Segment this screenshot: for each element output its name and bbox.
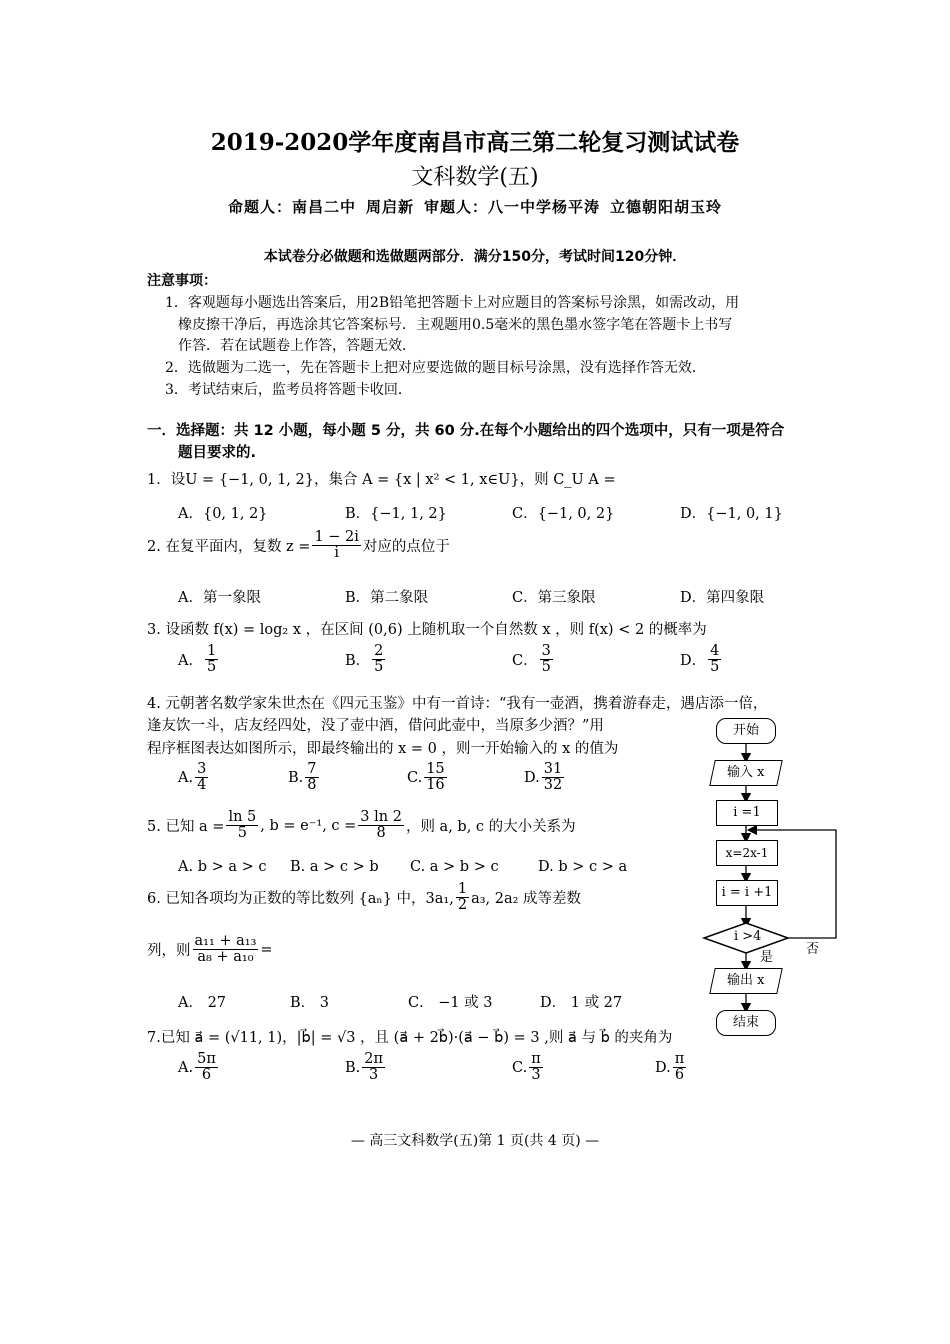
option-letter: B.	[288, 769, 304, 786]
notice-line: 2．选做题为二选一，先在答题卡上把对应要选做的题目标号涂黑，没有选择作答无效．	[165, 360, 706, 376]
frac-den: a₈ + a₁₀	[197, 949, 254, 966]
q6-stem	[147, 882, 581, 913]
frac-num: ln 5	[228, 809, 257, 825]
frac-num: 7	[307, 761, 317, 777]
option-letter: D．	[680, 653, 707, 670]
q7-stem: 7.已知 a⃗ = (√11, 1)，|b⃗| = √3 ，且 (a⃗ + 2b⃗)·(a⃗ − b⃗) = 3 ,则 a⃗ 与 b⃗ 的夹角为	[147, 1030, 673, 1046]
q5-option-b: B. a > c > b	[290, 859, 379, 875]
frac-num: 3 ln 2	[360, 809, 402, 825]
q5-option-d: D. b > c > a	[538, 859, 628, 875]
frac-num: 2π	[364, 1051, 384, 1067]
q7-option-b	[345, 1052, 387, 1083]
exam-subtitle: 文科数学(五)	[411, 165, 539, 190]
q6-option-a: A． 27	[178, 995, 227, 1011]
frac-den: 2	[457, 897, 468, 914]
frac-den: 4	[197, 777, 207, 794]
frac-den: 5	[237, 825, 247, 842]
q6-pre: 6. 已知各项均为正数的等比数列 {aₙ} 中，3a₁,	[147, 891, 454, 908]
flow-condition: i >4	[734, 929, 762, 944]
q1-option-b: B．{−1, 1, 2}	[345, 506, 447, 522]
section-heading: 一．选择题：共 12 小题，每小题 5 分，共 60 分.在每个小题给出的四个选项中，只有一项是符合	[147, 423, 785, 439]
q2-num: 1 − 2i	[314, 529, 359, 545]
frac-num: π	[531, 1051, 541, 1067]
flow-start: 开始	[716, 718, 776, 744]
frac-den: 5	[710, 659, 720, 676]
option-letter: C．	[512, 653, 538, 670]
frac-den: 5	[541, 659, 551, 676]
notice-line: 1．客观题每小题选出答案后，用2B铅笔把答题卡上对应题目的答案标号涂黑，如需改动，用	[165, 295, 740, 311]
flow-input	[709, 760, 783, 786]
frac-num: 5π	[197, 1051, 216, 1067]
frac-den: 16	[426, 777, 445, 794]
option-letter: B．	[345, 653, 371, 670]
q1-option-d: D．{−1, 0, 1}	[680, 506, 783, 522]
flow-end: 结束	[716, 1010, 776, 1036]
q2-den: i	[334, 545, 339, 562]
option-letter: A.	[178, 769, 194, 786]
authors: 命题人：南昌二中 周启新 审题人：八一中学杨平涛 立德朝阳胡玉玲	[227, 198, 723, 216]
option-letter: C.	[512, 1059, 528, 1076]
option-letter: D.	[655, 1059, 671, 1076]
section-heading-cont: 题目要求的.	[178, 445, 257, 461]
q3-option-c	[512, 644, 555, 675]
notice-line: 3．考试结束后，监考员将答题卡收回．	[165, 382, 412, 398]
q3-option-d	[680, 644, 723, 675]
q5-stem	[147, 810, 576, 841]
frac-den: 5	[374, 659, 384, 676]
notice-line: 作答．若在试题卷上作答，答题无效．	[178, 338, 416, 354]
frac-den: 6	[201, 1067, 212, 1084]
q1-option-c: C．{−1, 0, 2}	[512, 506, 615, 522]
q4-option-d	[524, 762, 566, 793]
q4-line1: 4. 元朝著名数学家朱世杰在《四元玉鉴》中有一首诗：“我有一壶酒，携着游春走，遇店添一倍，	[147, 696, 768, 712]
q2-stem-post: 对应的点位于	[362, 539, 450, 556]
frac-num: 3	[197, 761, 207, 777]
q3-option-a	[178, 644, 220, 675]
frac-num: 15	[426, 761, 445, 777]
flow-update-x: x=2x-1	[716, 840, 778, 866]
frac-den: 8	[307, 777, 317, 794]
q2-fraction	[312, 530, 360, 561]
q2-option-c: C．第三象限	[512, 590, 596, 606]
q6-option-d: D． 1 或 27	[540, 995, 623, 1011]
q5-post: ，则 a, b, c 的大小关系为	[405, 819, 576, 836]
flow-init: i =1	[716, 800, 778, 826]
flow-yes-label: 是	[760, 950, 774, 965]
notice-title: 注意事项：	[147, 273, 217, 289]
frac-num: 1	[206, 643, 217, 659]
q5-option-c: C. a > b > c	[410, 859, 499, 875]
frac-num: 31	[543, 761, 563, 777]
flow-input-label: 输入 x	[727, 765, 765, 780]
q6-stem-line2	[147, 934, 273, 965]
q4-option-a	[178, 762, 210, 793]
q6-post: a₃, 2a₂ 成等差数	[471, 891, 582, 908]
frac-num: 4	[710, 643, 720, 659]
flow-output-label: 输出 x	[727, 973, 765, 988]
q1-stem: 1．设U = {−1, 0, 1, 2}，集合 A = {x | x² < 1, x∈U}，则 C_U A =	[147, 472, 616, 488]
frac-den: 32	[543, 777, 563, 794]
q7-option-a	[178, 1052, 220, 1083]
frac-num: 3	[541, 643, 551, 659]
q3-stem: 3. 设函数 f(x) = log₂ x ，在区间 (0,6) 上随机取一个自然数 x ，则 f(x) < 2 的概率为	[147, 622, 707, 638]
q4-line3: 程序框图表达如图所示，即最终输出的 x = 0 ，则一开始输入的 x 的值为	[147, 741, 619, 757]
frac-num: a₁₁ + a₁₃	[194, 933, 257, 949]
intro: 本试卷分必做题和选做题两部分．满分150分，考试时间120分钟．	[263, 249, 687, 265]
q6-line2-pre: 列，则	[147, 943, 191, 960]
frac-den: 3	[369, 1067, 379, 1084]
option-letter: A.	[178, 1059, 194, 1076]
flow-output	[709, 968, 783, 994]
q2-option-b: B．第二象限	[345, 590, 429, 606]
frac-den: 6	[674, 1067, 685, 1084]
flow-no-label: 否	[806, 942, 820, 957]
q5-pre: 5. 已知 a =	[147, 819, 225, 836]
frac-den: 5	[206, 659, 217, 676]
notice-line: 橡皮擦干净后，再选涂其它答案标号．主观题用0.5毫米的黑色墨水签字笔在答题卡上书写	[178, 317, 733, 333]
frac-den: 8	[376, 825, 386, 842]
q5-option-a: A. b > a > c	[178, 859, 267, 875]
q2-option-a: A．第一象限	[178, 590, 261, 606]
q7-option-d	[655, 1052, 688, 1083]
exam-title: 2019-2020学年度南昌市高三第二轮复习测试试卷	[210, 129, 740, 156]
q2-option-d: D．第四象限	[680, 590, 765, 606]
page-footer: — 高三文科数学(五)第 1 页(共 4 页) —	[350, 1133, 600, 1149]
q4-option-b	[288, 762, 321, 793]
q2-stem-pre: 2. 在复平面内，复数 z =	[147, 539, 311, 556]
q5-mid: , b = e⁻¹, c =	[260, 817, 357, 834]
frac-den: 3	[531, 1067, 541, 1084]
q2-stem	[147, 530, 450, 561]
q7-option-c	[512, 1052, 545, 1083]
q6-option-c: C． −1 或 3	[408, 995, 493, 1011]
q4-option-c	[407, 762, 449, 793]
q1-option-a: A．{0, 1, 2}	[178, 506, 268, 522]
q6-line2-post: =	[260, 941, 273, 958]
option-letter: D.	[524, 769, 540, 786]
option-letter: A．	[178, 653, 203, 670]
frac-num: 2	[374, 643, 384, 659]
option-letter: C.	[407, 769, 423, 786]
flow-update-i: i = i +1	[716, 880, 778, 906]
option-letter: B.	[345, 1059, 361, 1076]
q3-option-b	[345, 644, 387, 675]
frac-num: 1	[457, 881, 468, 897]
q4-line2: 逢友饮一斗，店友经四处，没了壶中酒，借问此壶中，当原多少酒？”用	[147, 718, 604, 734]
q6-option-b: B． 3	[290, 995, 329, 1011]
frac-num: π	[674, 1051, 685, 1067]
